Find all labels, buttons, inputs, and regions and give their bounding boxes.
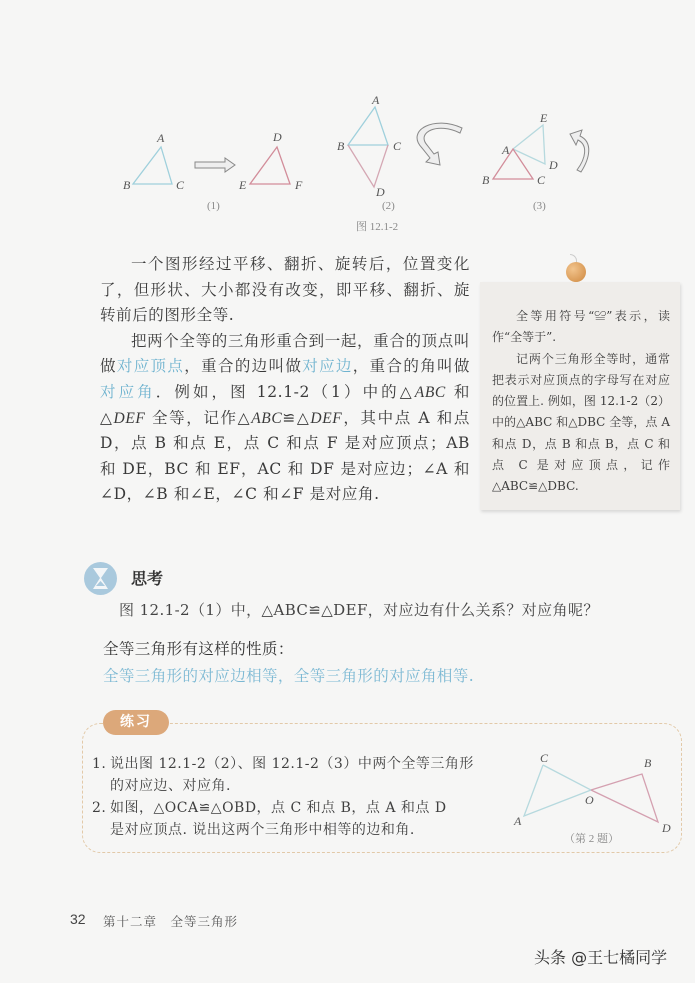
triangle-obd: [591, 774, 658, 822]
label-D: D: [376, 185, 385, 199]
text: ．例如，图 12.1-2（1）中的△: [155, 382, 415, 401]
exercise-figure: [500, 745, 690, 855]
text: ，重合的边叫做: [184, 357, 303, 376]
property-statement: 全等三角形的对应边相等，全等三角形的对应角相等.: [103, 667, 475, 685]
label-C: C: [540, 751, 549, 765]
label-B: B: [337, 139, 345, 153]
text: △: [295, 408, 311, 427]
triangle-abc-1: [133, 147, 172, 184]
text: 和△: [100, 382, 470, 427]
subfigure-label-2: (2): [382, 200, 395, 212]
term-corresponding-side: 对应边: [302, 357, 353, 376]
triangle-def: [250, 147, 290, 184]
item-text: 的对应边、对应角.: [110, 778, 231, 794]
note-paragraph-1: 全等用符号“≌”表示，读作“全等于”.: [492, 309, 670, 345]
figure-12-1-2: [100, 90, 660, 240]
exercise-figure-caption: （第 2 题）: [564, 833, 619, 845]
item-number: 2.: [92, 800, 107, 816]
item-text: 如图，△OCA≌△OBD，点 C 和点 B，点 A 和点 D: [110, 800, 447, 816]
note-paragraph-2: 记两个三角形全等时，通常把表示对应顶点的字母写在对应的位置上. 例如，图 12.1-2（2）中的△ABC 和△DBC 全等，点 A 和点 D，点 B 和点 B，点 C 和点 C 是对应顶点，记作△ABC≌△DBC.: [492, 351, 670, 494]
exercise-item-1: [92, 753, 512, 797]
paragraph-2: [100, 329, 470, 508]
paragraph-1: 一个图形经过平移、翻折、旋转后，位置变化了，但形状、大小都没有改变，即平移、翻折、旋转前后的图形全等.: [100, 255, 470, 325]
label-F: F: [295, 178, 303, 192]
item-text: 说出图 12.1-2（2）、图 12.1-2（3）中两个全等三角形: [110, 756, 474, 772]
item-text: 是对应顶点. 说出这两个三角形中相等的边和角.: [110, 822, 415, 838]
hourglass-icon: [84, 562, 117, 595]
item-number: 1.: [92, 756, 107, 772]
label-E: E: [540, 111, 548, 125]
math: ABC: [251, 409, 283, 427]
side-note: [480, 282, 680, 510]
term-corresponding-angle: 对应角: [100, 382, 156, 401]
figure-caption: 图 12.1-2: [356, 221, 399, 233]
triangle-oca: [524, 765, 591, 816]
pushpin-icon: [566, 262, 586, 282]
watermark: 头条 @王七橘同学: [534, 948, 668, 967]
label-B: B: [123, 178, 131, 192]
triangle-dbc: [348, 145, 388, 187]
triangle-aed: [513, 125, 545, 164]
label-C: C: [537, 173, 546, 187]
flip-arrow-icon: [417, 123, 462, 165]
page-number: 32: [70, 911, 86, 927]
text: 全等，记作△: [145, 408, 252, 427]
text: ，其中点 A 和点 D，点 B 和点 E，点 C 和点 F 是对应顶点；AB 和 DE，BC 和 EF，AC 和 DF 是对应边；∠A 和∠D，∠B 和∠E，∠C 和∠F 是对应角.: [100, 408, 470, 504]
property-intro: 全等三角形有这样的性质：: [103, 640, 294, 658]
main-body: [100, 252, 470, 508]
label-A: A: [502, 143, 510, 157]
triangle-abc-3: [493, 149, 533, 179]
label-A: A: [157, 131, 165, 145]
label-O: O: [585, 793, 594, 807]
text: 把两个全等的三角形重合到一起，重合的顶点叫做: [100, 331, 470, 376]
math: DEF: [113, 409, 146, 427]
subfigure-label-1: (1): [207, 200, 220, 212]
text: ，重合的角叫做: [352, 357, 471, 376]
subfigure-label-3: (3): [533, 200, 546, 212]
chapter-title: 第十二章 全等三角形: [103, 914, 239, 929]
label-D: D: [273, 130, 282, 144]
triangle-abc-2: [348, 107, 388, 145]
math: DEF: [310, 409, 343, 427]
term-corresponding-vertex: 对应顶点: [116, 357, 185, 376]
label-B: B: [482, 173, 490, 187]
translate-arrow-icon: [195, 158, 235, 172]
label-A: A: [372, 93, 380, 107]
label-D: D: [549, 158, 558, 172]
label-D: D: [662, 821, 671, 835]
exercise-item-2: [92, 797, 512, 841]
math: ABC: [414, 383, 446, 401]
rotate-arrow-icon: [570, 130, 589, 172]
label-C: C: [176, 178, 185, 192]
think-title: 思考: [131, 569, 164, 588]
think-question: 图 12.1-2（1）中，△ABC≌△DEF，对应边有什么关系？对应角呢？: [119, 601, 599, 619]
label-E: E: [239, 178, 247, 192]
congruent-symbol: ≌: [282, 408, 296, 427]
label-A: A: [514, 814, 522, 828]
label-C: C: [393, 139, 402, 153]
label-B: B: [644, 756, 652, 770]
exercise-badge: 练习: [103, 710, 169, 735]
